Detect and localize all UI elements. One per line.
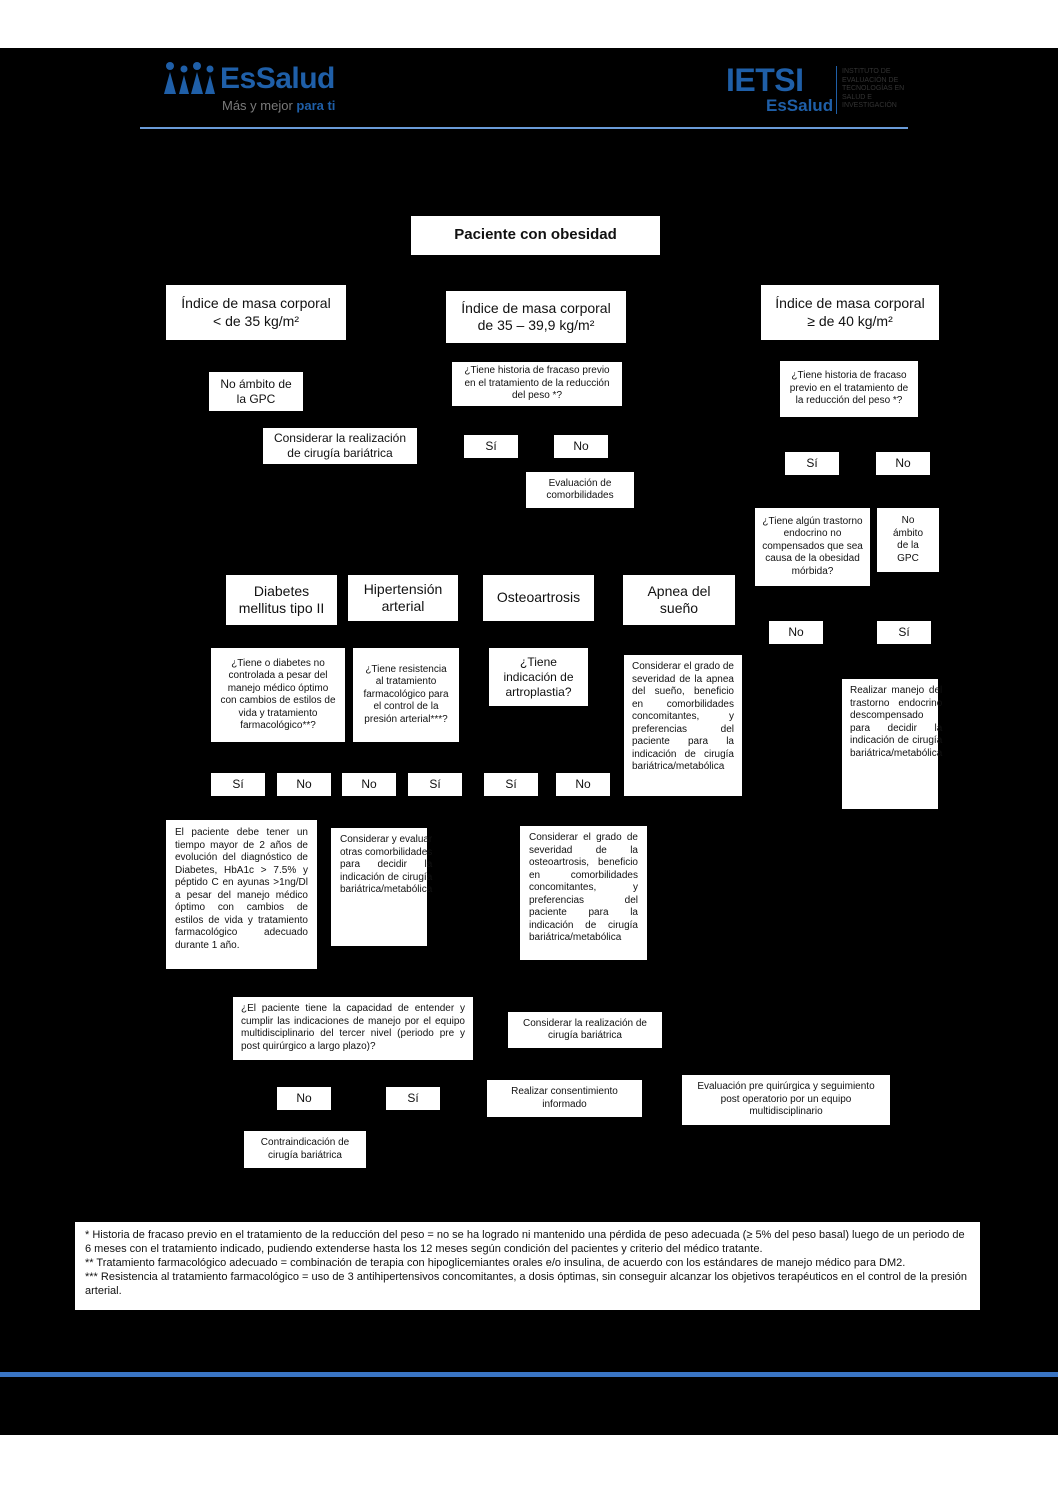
yes-node: Sí	[211, 773, 265, 796]
yes-node: Sí	[464, 435, 518, 458]
informed-consent-node: Realizar consentimiento informado	[487, 1080, 642, 1117]
family-icon	[162, 60, 218, 96]
footnote: ** Tratamiento farmacológico adecuado = combinación de terapia con hipoglicemiantes orales e/o insulina, de acuerdo con los estándares de manejo médico para DM2.	[85, 1257, 906, 1269]
ietsi-desc-line: SALUD E	[842, 93, 872, 101]
sleep-apnea-node: Apnea del sueño	[623, 575, 735, 625]
diabetes-question: ¿Tiene o diabetes no controlada a pesar del manejo médico óptimo con cambios de estilos de vida y tratamiento farmacológico**?	[211, 648, 345, 742]
endocrine-management-node: Realizar manejo del trastorno endocrino descompensado para decidir la indicación de cirugía bariátrica/metabólica	[842, 679, 938, 809]
no-node: No	[876, 452, 930, 475]
ietsi-desc-line: INVESTIGACIÓN	[842, 102, 897, 110]
yes-node: Sí	[484, 773, 538, 796]
yes-node: Sí	[785, 452, 839, 475]
no-node: No	[277, 1087, 331, 1110]
no-node: No	[277, 773, 331, 796]
yes-node: Sí	[386, 1087, 440, 1110]
yes-node: Sí	[877, 621, 931, 644]
diabetes-node: Diabetes mellitus tipo II	[226, 575, 337, 625]
footnotes	[75, 1222, 980, 1310]
ietsi-acronym: IETSI	[726, 62, 804, 98]
essalud-logo	[162, 58, 342, 120]
contraindication-node: Contraindicación de cirugía bariátrica	[244, 1131, 366, 1168]
consider-surgery-node: Considerar la realización de cirugía bariátrica	[263, 428, 417, 464]
ietsi-sub: EsSalud	[766, 96, 834, 115]
failure-history-question: ¿Tiene historia de fracaso previo en el tratamiento de la reducción del peso *?	[452, 362, 622, 406]
essalud-tagline	[222, 98, 335, 113]
root-node: Paciente con obesidad	[411, 216, 660, 255]
ietsi-desc-line: TECNOLOGÍAS EN	[842, 85, 905, 93]
imc-low-node: Índice de masa corporal < de 35 kg/m²	[166, 285, 346, 340]
diabetes-criteria-node: El paciente debe tener un tiempo mayor de 2 años de evolución del diagnóstico de Diabetes, HbA1c > 7.5% y péptido C en ayunas >1ng/Dl a pesar del manejo médico óptimo con cambios de estilos de vida y tratamiento farmacológico adecuado durante 1 año.	[166, 820, 317, 969]
ietsi-logo	[726, 62, 916, 120]
apnea-consider-node: Considerar el grado de severidad de la apnea del sueño, beneficio en comorbilidades concomitantes, y preferencias del paciente para la indicación de cirugía bariátrica/metabólica	[624, 655, 742, 796]
ietsi-description	[842, 68, 904, 111]
tagline-plain: Más y mejor	[222, 98, 297, 113]
no-node: No	[556, 773, 610, 796]
footnote: * Historia de fracaso previo en el tratamiento de la reducción del peso = no se ha logrado ni mantenido una pérdida de peso adecuada (≥ 5% del peso basal) luego de un periodo de 6 meses con el tratamiento indicado, pudiendo extenderse hasta los 12 meses según condición del pacientes y criterio del médico tratante.	[85, 1229, 965, 1255]
no-node: No	[554, 435, 608, 458]
no-node: No	[769, 621, 823, 644]
pre-surgical-eval-node: Evaluación pre quirúrgica y seguimiento post operatorio por un equipo multidisciplinario	[682, 1075, 890, 1125]
hypertension-node: Hipertensión arterial	[348, 575, 458, 621]
endocrine-disorder-question: ¿Tiene algún trastorno endocrino no compensados que sea causa de la obesidad mórbida?	[755, 508, 870, 586]
essalud-logo-text: EsSalud	[220, 62, 335, 95]
other-comorbidities-node: Considerar y evaluar otras comorbilidades para decidir la indicación de cirugía bariátrica/metabólica	[331, 828, 427, 946]
ietsi-divider	[836, 66, 837, 114]
tagline-bold: para ti	[296, 98, 336, 113]
hypertension-question: ¿Tiene resistencia al tratamiento farmacológico para el control de la presión arterial***?	[353, 648, 459, 742]
arthroplasty-question: ¿Tiene indicación de artroplastia?	[489, 648, 588, 706]
consider-surgery-node: Considerar la realización de cirugía bariátrica	[508, 1012, 662, 1048]
comorbidity-eval-node: Evaluación de comorbilidades	[526, 472, 634, 508]
footnote: *** Resistencia al tratamiento farmacológico = uso de 3 antihipertensivos concomitantes, a dosis óptimas, sin conseguir alcanzar los objetivos terapéuticos en el control de la presión arterial.	[85, 1271, 968, 1297]
imc-high-node: Índice de masa corporal ≥ de 40 kg/m²	[761, 285, 939, 340]
osteo-consider-node: Considerar el grado de severidad de la osteoartrosis, beneficio en comorbilidades concomitantes, y preferencias del paciente para la indicación de cirugía bariátrica/metabólica	[520, 826, 647, 960]
imc-mid-node: Índice de masa corporal de 35 – 39,9 kg/m²	[446, 291, 626, 343]
ietsi-desc-line: EVALUACIÓN DE	[842, 76, 899, 84]
no-ambito-node: No ámbito de la GPC	[209, 372, 303, 411]
footer-rule	[0, 1372, 1058, 1377]
no-ambito-node: No ámbito de la GPC	[877, 508, 939, 572]
ietsi-desc-line: INSTITUTO DE	[842, 68, 891, 75]
header-rule	[140, 127, 908, 129]
osteoarthrosis-node: Osteoartrosis	[483, 575, 594, 621]
yes-node: Sí	[408, 773, 462, 796]
capacity-question: ¿El paciente tiene la capacidad de entender y cumplir las indicaciones de manejo por el equipo multidisciplinario del tercer nivel (periodo pre y post quirúrgico a largo plazo)?	[233, 997, 473, 1060]
no-node: No	[342, 773, 396, 796]
failure-history-question: ¿Tiene historia de fracaso previo en el tratamiento de la reducción del peso *?	[780, 361, 918, 417]
